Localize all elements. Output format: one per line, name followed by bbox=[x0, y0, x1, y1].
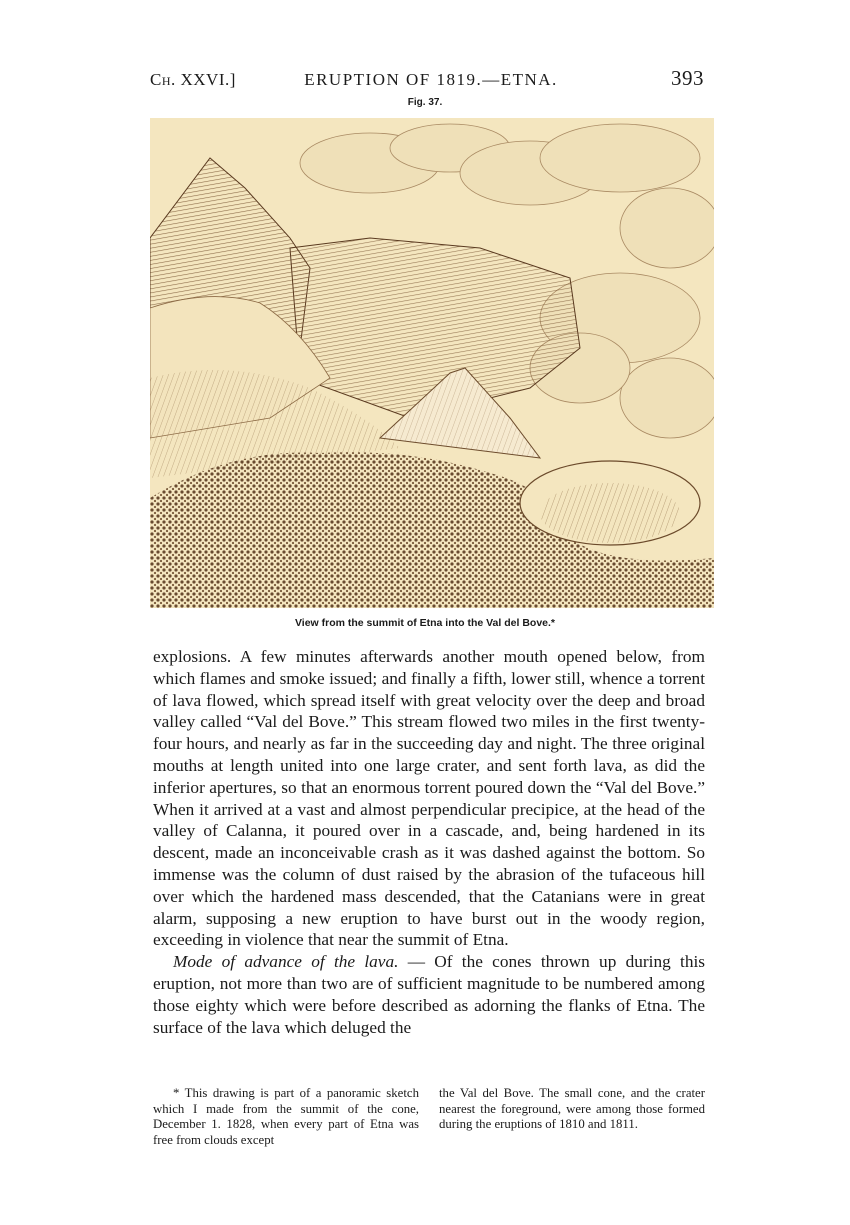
running-header bbox=[150, 66, 712, 94]
chapter-label: Ch. XXVI.] bbox=[150, 70, 236, 89]
body-text bbox=[153, 646, 705, 1038]
paragraph-2-text: — Of the cones thrown up during this eruption, not more than two are of sufficient magnitude to be numbered among those eighty which were before described as adorning the flanks of Etna. The surface of the lava which deluged the bbox=[153, 952, 705, 1037]
figure-caption: View from the summit of Etna into the Val del Bove.* bbox=[294, 617, 556, 629]
etna-engraving bbox=[150, 118, 714, 608]
footnote bbox=[153, 1086, 705, 1148]
paragraph-2 bbox=[153, 951, 705, 1038]
page-number: 393 bbox=[671, 66, 704, 90]
paragraph-1: explosions. A few minutes afterwards another mouth opened below, from which flames and smoke issued; and finally a fifth, lower still, whence a torrent of lava flowed, which spread itself with great velocity over the deep and broad valley called “Val del Bove.” This stream flowed two miles in the first twenty-four hours, and nearly as far in the succeeding day and night. The three original mouths at length united into one large crater, and sent forth lava, as did the inferior apertures, so that an enormous torrent poured down the “Val del Bove.” When it arrived at a vast and almost perpendicular precipice, at the head of the valley of Calanna, it poured over in a cascade, and, being hardened in its descent, made an inconceivable crash as it was dashed against the bottom. So immense was the column of dust raised by the abrasion of the tufaceous hill over which the hardened mass descended, that the Catanians were in great alarm, supposing a new eruption to have burst out in the woody region, exceeding in violence that near the summit of Etna. bbox=[153, 647, 705, 950]
footnote-column-2: the Val del Bove. The small cone, and the crater nearest the foreground, were among those formed during the eruptions of 1810 and 1811. bbox=[439, 1086, 705, 1131]
running-title: ERUPTION OF 1819.—ETNA. bbox=[304, 70, 558, 89]
footnote-column-1: * This drawing is part of a panoramic sketch which I made from the summit of the cone, December 1. 1828, when every part of Etna was free from clouds except bbox=[153, 1086, 419, 1147]
paragraph-2-heading: Mode of advance of the lava. bbox=[173, 952, 399, 972]
figure-label: Fig. 37. bbox=[407, 97, 443, 108]
